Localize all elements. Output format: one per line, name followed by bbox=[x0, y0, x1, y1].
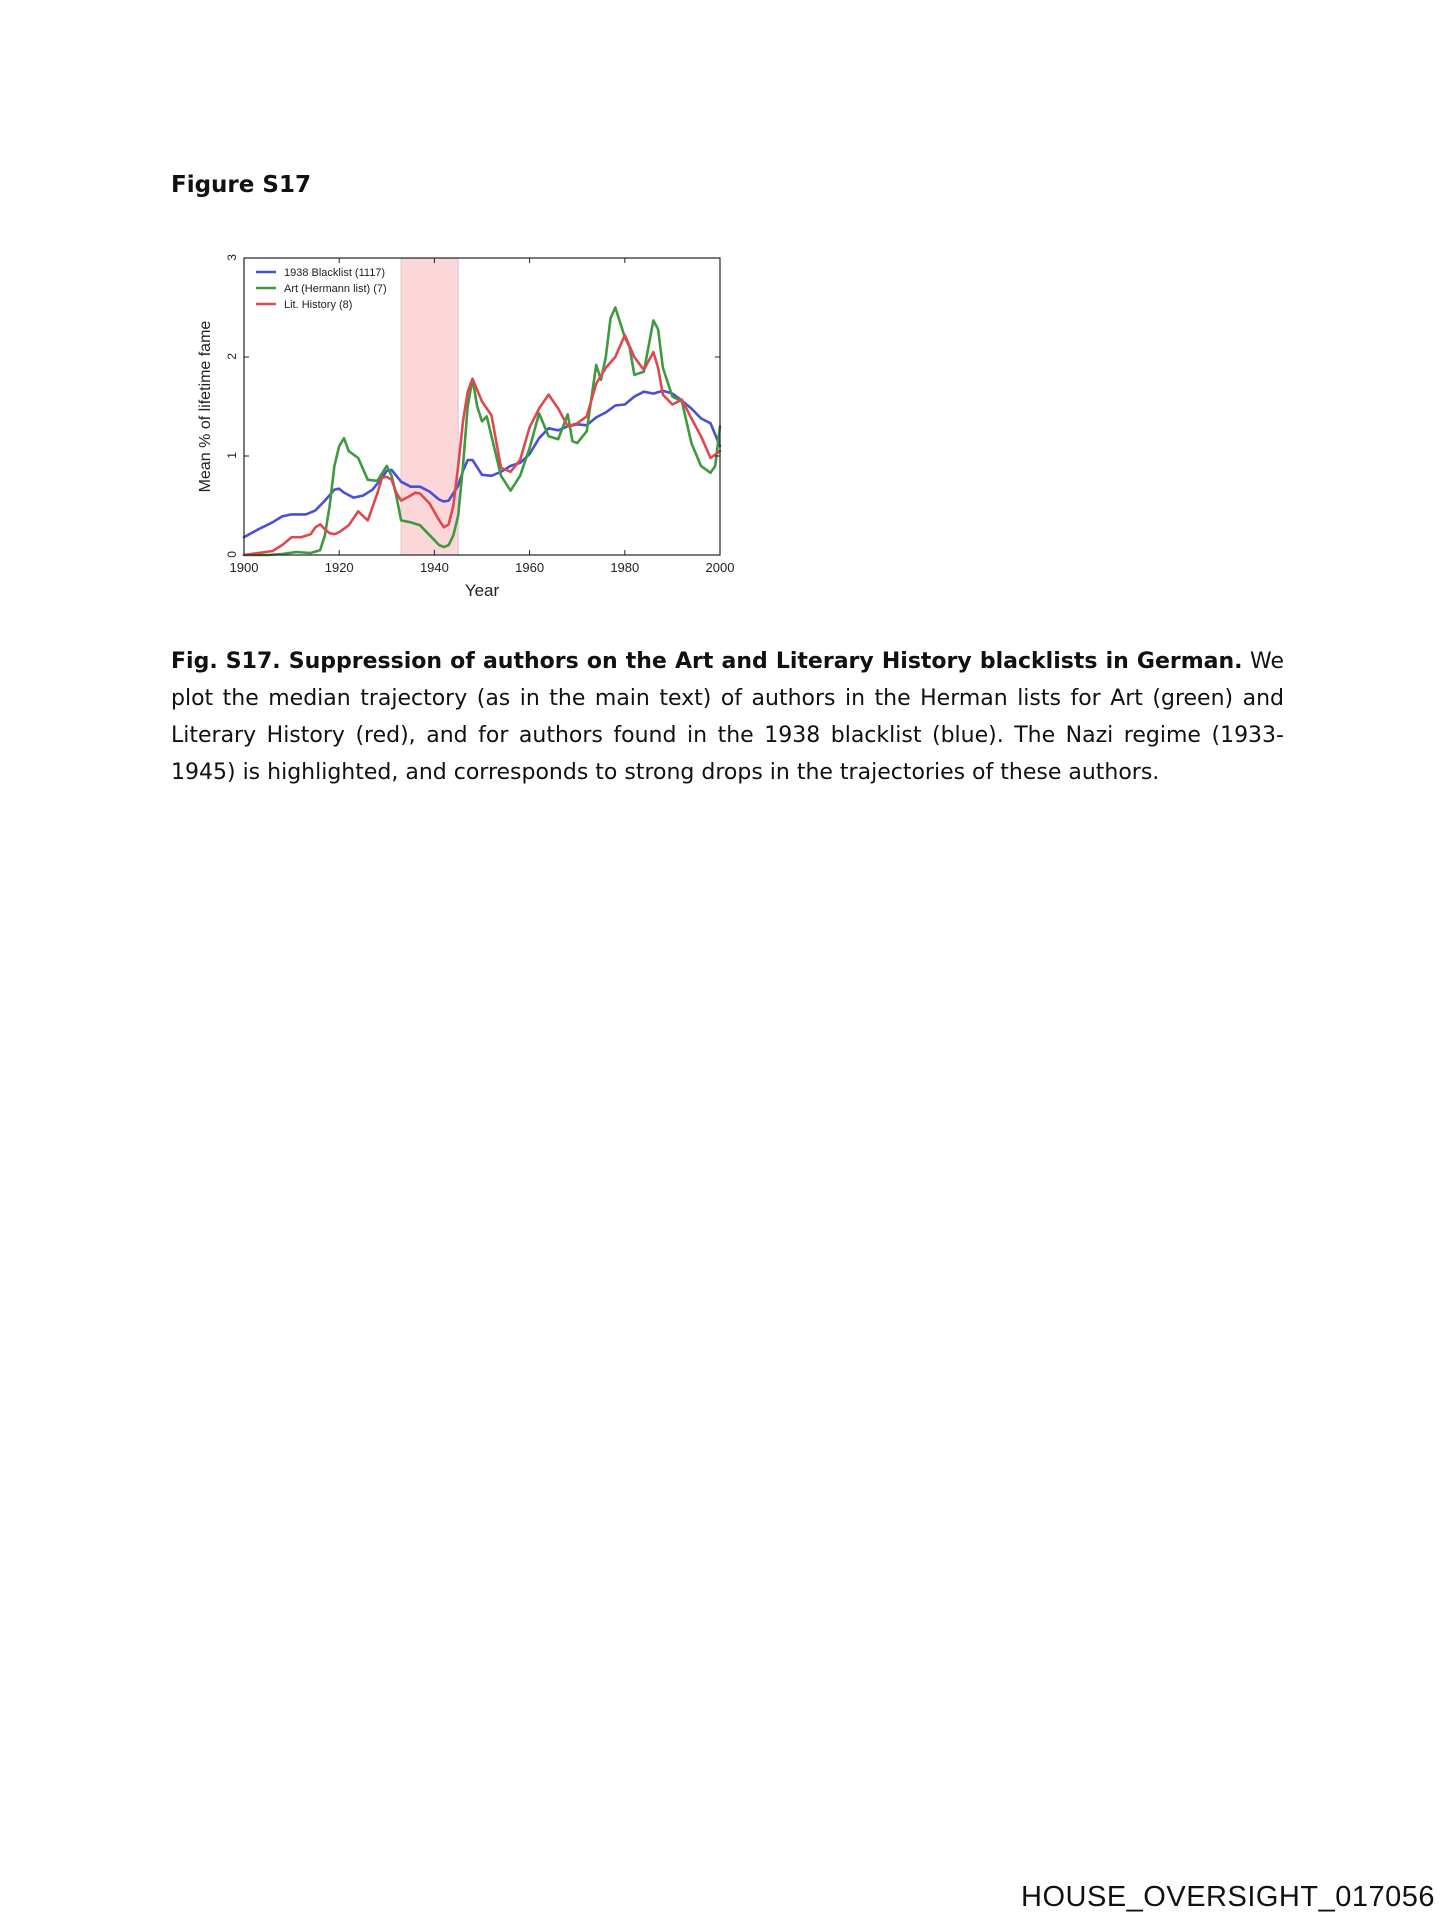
y-tick-label: 3 bbox=[225, 254, 239, 261]
fame-trajectory-chart bbox=[190, 240, 750, 615]
figure-heading: Figure S17 bbox=[171, 172, 311, 198]
y-tick-label: 2 bbox=[225, 353, 239, 360]
series-line-3 bbox=[244, 335, 720, 555]
caption-body: We plot the median trajectory (as in the main text) of authors in the Herman lists for Art (green) and Literary History (red), and for authors found in the 1938 blacklist (blue). The Nazi regime (1933-1945) is highlighted, and corresponds to strong drops in the trajectories of these authors. bbox=[171, 649, 1284, 785]
y-tick-label: 0 bbox=[225, 551, 239, 558]
caption-lead: Fig. S17. Suppression of authors on the Art and Literary History blacklists in German. bbox=[171, 649, 1243, 674]
x-tick-label: 1900 bbox=[229, 560, 259, 575]
series-line-1 bbox=[244, 391, 720, 538]
y-tick-label: 1 bbox=[225, 452, 239, 459]
x-tick-label: 1920 bbox=[324, 560, 354, 575]
nazi-regime-highlight bbox=[401, 258, 458, 555]
x-axis-label: Year bbox=[464, 581, 500, 600]
figure-caption bbox=[171, 643, 1284, 791]
legend-label-2: Art (Hermann list) (7) bbox=[284, 283, 387, 295]
series-line-2 bbox=[244, 308, 720, 556]
x-tick-label: 2000 bbox=[705, 560, 735, 575]
plot-area bbox=[197, 254, 734, 600]
x-tick-label: 1960 bbox=[515, 560, 545, 575]
legend-label-1: 1938 Blacklist (1117) bbox=[284, 267, 386, 279]
x-tick-label: 1940 bbox=[419, 560, 449, 575]
y-axis-label: Mean % of lifetime fame bbox=[197, 320, 214, 493]
legend-label-3: Lit. History (8) bbox=[284, 299, 353, 311]
document-id-stamp: HOUSE_OVERSIGHT_017056 bbox=[1021, 1881, 1435, 1913]
x-tick-label: 1980 bbox=[610, 560, 640, 575]
